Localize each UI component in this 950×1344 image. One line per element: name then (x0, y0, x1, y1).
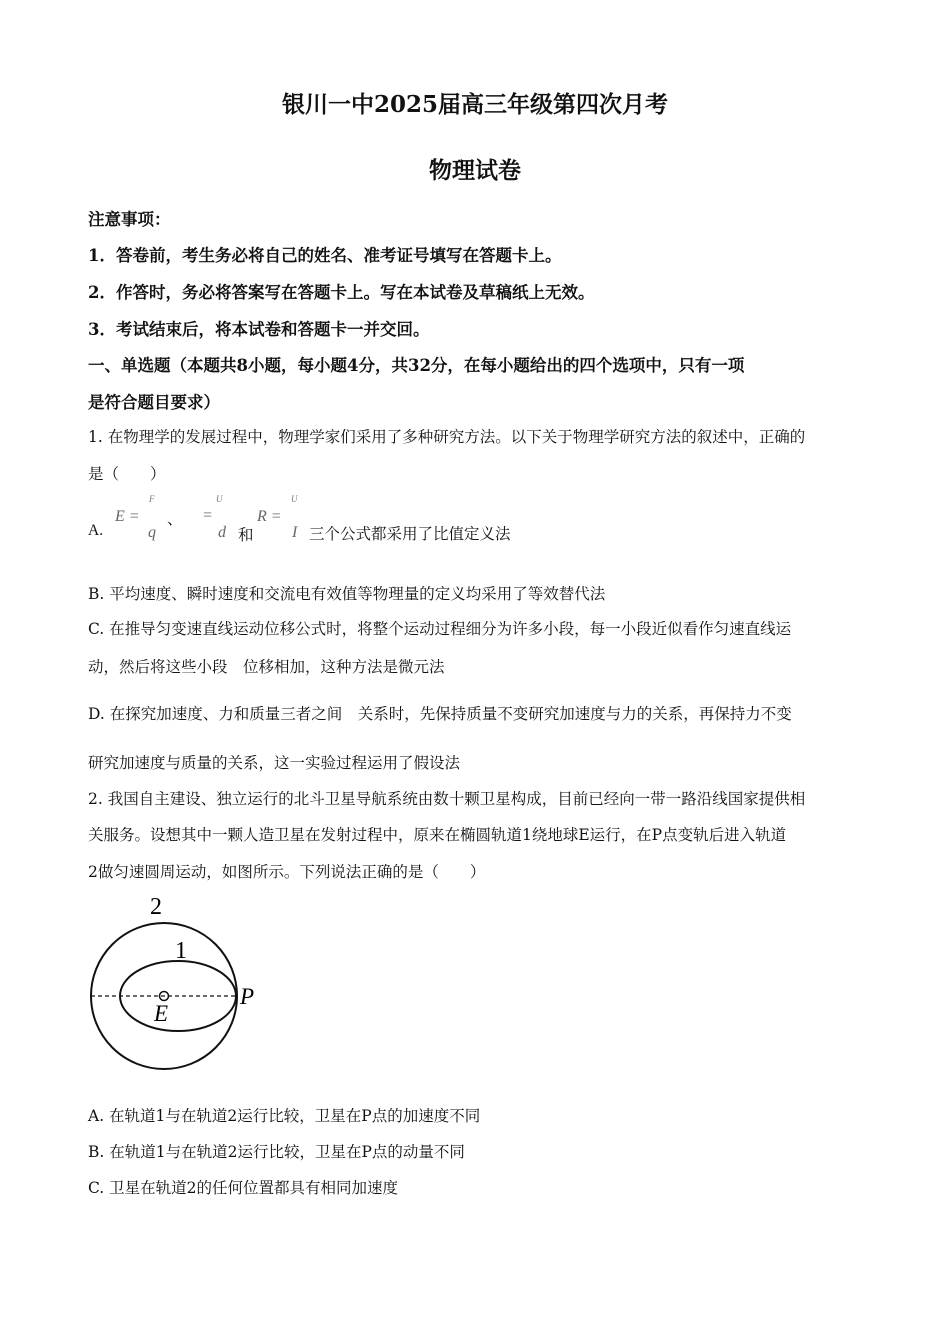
formula-u2-numerator: U (291, 494, 298, 504)
q2-option-a: A. 在轨道1与在轨道2运行比较，卫星在P点的加速度不同 (88, 1107, 481, 1125)
notice-item: 3．考试结束后，将本试卷和答题卡一并交回。 (88, 320, 430, 339)
q1-option-c-cont: 动，然后将这些小段 位移相加，这种方法是微元法 (88, 658, 445, 676)
formula-r-lhs: R = (257, 508, 282, 525)
formula-u-numerator: U (216, 494, 223, 504)
subject-title: 物理试卷 (429, 157, 521, 184)
exam-title: 银川一中2025届高三年级第四次月考 (281, 91, 668, 118)
formula-equals: = (202, 507, 213, 524)
formula-f-numerator: F (149, 494, 155, 504)
orbit-1-label: 1 (175, 938, 187, 964)
q2-stem-cont: 关服务。设想其中一颗人造卫星在发射过程中，原来在椭圆轨道1绕地球E运行，在P点变轨后进入轨道 (88, 826, 787, 844)
point-p-label: P (240, 984, 255, 1009)
formula-q-denominator: q (148, 524, 156, 541)
q1-option-d-cont: 研究加速度与质量的关系，这一实验过程运用了假设法 (88, 754, 461, 772)
q1-option-d: D. 在探究加速度、力和质量三者之间 关系时，先保持质量不变研究加速度与力的关系，再保持力不变 (88, 705, 792, 723)
orbit-2-label: 2 (150, 894, 162, 920)
orbit-diagram (80, 888, 280, 1078)
q2-stem-cont: 2做匀速圆周运动，如图所示。下列说法正确的是（ ） (88, 863, 486, 881)
q2-stem: 2. 我国自主建设、独立运行的北斗卫星导航系统由数十颗卫星构成，目前已经向一带一路沿线国家提供相 (88, 790, 806, 808)
notice-item: 1．答卷前，考生务必将自己的姓名、准考证号填写在答题卡上。 (88, 246, 562, 265)
notice-heading: 注意事项： (88, 210, 171, 229)
q1-stem: 1. 在物理学的发展过程中，物理学家们采用了多种研究方法。以下关于物理学研究方法的叙述中，正确的 (88, 428, 806, 446)
formula-d-denominator: d (218, 524, 226, 541)
notice-item: 2．作答时，务必将答案写在答题卡上。写在本试卷及草稿纸上无效。 (88, 283, 595, 302)
q1-option-c: C. 在推导匀变速直线运动位移公式时，将整个运动过程细分为许多小段，每一小段近似看作匀速直线运 (88, 620, 792, 638)
q1-stem-cont: 是（ ） (88, 465, 166, 483)
section-heading-cont: 是符合题目要求） (88, 393, 220, 412)
formula-separator: 、 (167, 511, 183, 528)
section-heading: 一、单选题（本题共8小题，每小题4分，共32分，在每小题给出的四个选项中，只有一项 (88, 356, 745, 375)
formula-e-lhs: E = (115, 508, 140, 525)
q2-option-b: B. 在轨道1与在轨道2运行比较，卫星在P点的动量不同 (88, 1143, 465, 1161)
option-a-text: 三个公式都采用了比值定义法 (309, 526, 511, 543)
option-a-label: A. (88, 522, 104, 539)
earth-label: E (154, 1001, 169, 1026)
q1-option-b: B. 平均速度、瞬时速度和交流电有效值等物理量的定义均采用了等效替代法 (88, 585, 606, 603)
formula-and: 和 (238, 527, 254, 544)
q2-option-c: C. 卫星在轨道2的任何位置都具有相同加速度 (88, 1179, 399, 1197)
formula-i-denominator: I (292, 524, 298, 541)
q1-option-a (88, 495, 788, 545)
